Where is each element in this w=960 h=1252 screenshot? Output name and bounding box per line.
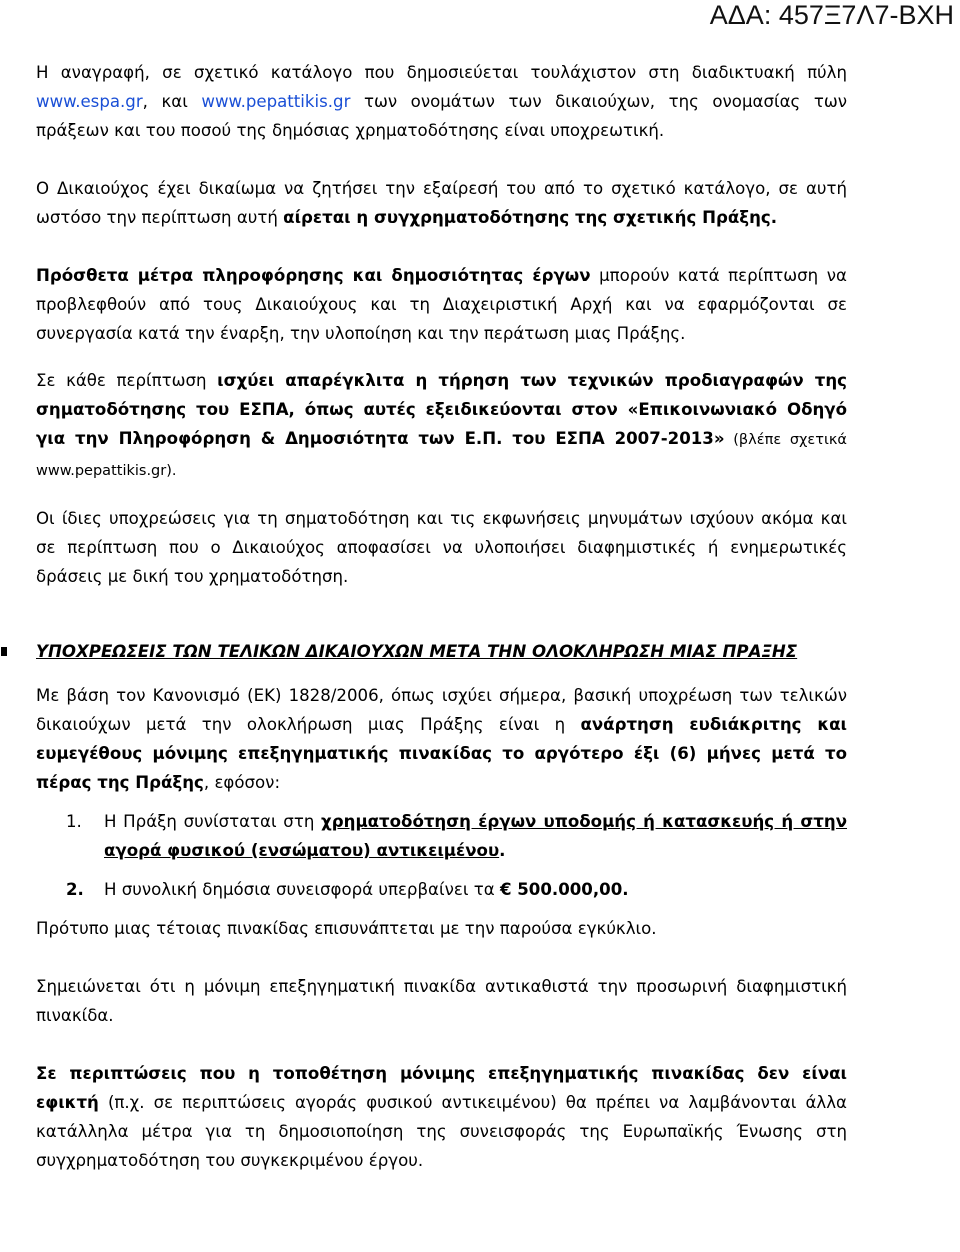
list-item: 2. Η συνολική δημόσια συνεισφορά υπερβαίνει τα € 500.000,00. — [66, 880, 629, 899]
ada-code: ΑΔΑ: 457Ξ7Λ7-ΒΧΗ — [709, 0, 954, 30]
paragraph-regulation: Με βάση τον Κανονισμό (ΕΚ) 1828/2006, όπως ισχύει σήμερα, βασική υποχρέωση των τελικών δικαιούχων μετά την ολοκλήρωση μιας Πράξης είναι η ανάρτηση ευδιάκριτης και ευμεγέθους μόνιμης επεξηγηματικής πινακίδας το αργότερο έξι (6) μήνες μετά το πέρας της Πράξης, εφόσον: — [36, 686, 848, 792]
paragraph-not-feasible: Σε περιπτώσεις που η τοποθέτηση μόνιμης επεξηγηματικής πινακίδας δεν είναι εφικτή (π.χ. σε περιπτώσεις αγοράς φυσικού αντικειμένου) θα πρέπει να λαμβάνονται άλλα κατάλληλα μέτρα για τη δημοσιοποίηση της συνεισφοράς της Ευρωπαϊκής Ένωσης στη συγχρηματοδότηση του συγκεκριμένου έργου. — [36, 1064, 847, 1170]
paragraph-template-attached: Πρότυπο μιας τέτοιας πινακίδας επισυνάπτεται με την παρούσα εγκύκλιο. — [36, 919, 657, 938]
paragraph-exclusion-right: Ο Δικαιούχος έχει δικαίωμα να ζητήσει την εξαίρεσή του από το σχετικό κατάλογο, σε αυτή ωστόσο την περίπτωση αυτή αίρεται η συγχρηματοδότησης της σχετικής Πράξης. — [36, 179, 847, 227]
paragraph-same-obligations: Οι ίδιες υποχρεώσεις για τη σηματοδότηση και τις εκφωνήσεις μηνυμάτων ισχύουν ακόμα και σε περίπτωση που ο Δικαιούχος αποφασίσει να υλοποιήσει διαφημιστικές ή ενημερωτικές δράσεις με δική του χρηματοδότηση. — [36, 509, 847, 586]
conditions-list — [36, 807, 847, 904]
paragraph-replacement-note: Σημειώνεται ότι η μόνιμη επεξηγηματική πινακίδα αντικαθιστά την προσωρινή διαφημιστική πινακίδα. — [36, 977, 847, 1025]
section-heading: ΥΠΟΧΡΕΩΣΕΙΣ ΤΩΝ ΤΕΛΙΚΩΝ ΔΙΚΑΙΟΥΧΩΝ ΜΕΤΑ ΤΗΝ ΟΛΟΚΛΗΡΩΣΗ ΜΙΑΣ ΠΡΑΞΗΣ — [36, 637, 847, 666]
paragraph-publication: Η αναγραφή, σε σχετικό κατάλογο που δημοσιεύεται τουλάχιστον στη διαδικτυακή πύλη www.espa.gr, και www.pepattikis.gr των ονομάτων των δικαιούχων, της ονομασίας των πράξεων και του ποσού της δημόσιας χρηματοδότησης είναι υποχρεωτική. — [36, 63, 847, 140]
paragraph-additional-measures: Πρόσθετα μέτρα πληροφόρησης και δημοσιότητας έργων μπορούν κατά περίπτωση να προβλεφθούν από τους Δικαιούχους και τη Διαχειριστική Αρχή και να εφαρμόζονται σε συνεργασία κατά την έναρξη, την υλοποίηση και την περάτωση μιας Πράξης. — [36, 266, 847, 343]
square-bullet-icon — [1, 647, 7, 656]
paragraph-technical-specs: Σε κάθε περίπτωση ισχύει απαρέγκλιτα η τήρηση των τεχνικών προδιαγραφών της σηματοδότησης του ΕΣΠΑ, όπως αυτές εξειδικεύονται στον «Επικοινωνιακό Οδηγό για την Πληροφόρηση & Δημοσιότητα των Ε.Π. του ΕΣΠΑ 2007-2013» (βλέπε σχετικά www.pepattikis.gr). — [36, 371, 848, 479]
document-body — [36, 58, 847, 1175]
list-item: 1. Η Πράξη συνίσταται στη χρηματοδότηση έργων υποδομής ή κατασκευής ή στην αγορά φυσικού (ενσώματου) αντικειμένου. — [66, 812, 848, 860]
espa-link[interactable]: www.espa.gr — [36, 92, 143, 111]
pepattikis-link[interactable]: www.pepattikis.gr — [201, 92, 351, 111]
